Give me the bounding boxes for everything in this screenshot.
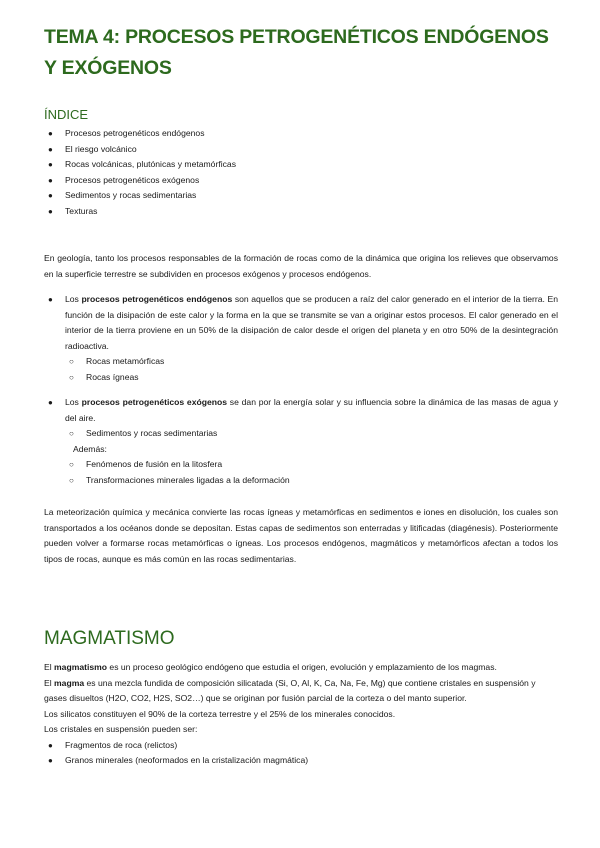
bullet-icon: ● [48,206,53,216]
bullet-icon: ● [48,756,53,765]
list-item: ○ Sedimentos y rocas sedimentarias [65,426,558,442]
bullet-icon: ● [48,191,53,200]
list-item: ● El riesgo volcánico [44,142,236,158]
bullet-icon: ● [48,740,53,750]
circle-bullet-icon: ○ [69,475,74,485]
list-item: ● Los procesos petrogenéticos endógenos son aquellos que se producen a raíz del calor generado en el interior de la tierra. En función de la disipación de este calor y la forma en la que se transmite se van a originar estos procesos. El calor generado en el interior de la tierra proviene en un 50% de la disipación de calor desde el origen del planeta y en otro 50% de la desintegración radioactiva. ○ Rocas metamórficas ○ Rocas ígneas [44,292,558,385]
bullet-icon: ● [48,295,53,304]
exogenos-sublist-2 [65,457,558,488]
circle-bullet-icon: ○ [69,357,74,366]
list-item: ● Texturas [44,204,236,220]
index-heading: ÍNDICE [44,107,89,122]
endogenos-sublist [65,354,558,385]
list-item: ● Los procesos petrogenéticos exógenos se dan por la energía solar y su influencia sobre la dinámica de las masas de agua y del aire. ○ Sedimentos y rocas sedimentarias Además: ○ Fenómenos de fusión en la litosfera ○ Transformaciones minerales ligadas a la deformación [44,395,558,488]
paragraph: El magmatismo es un proceso geológico endógeno que estudia el origen, evolución y emplazamiento de los magmas. [44,662,497,672]
magmatismo-section [44,660,558,769]
bullet-icon: ● [48,398,53,407]
list-item: ● Granos minerales (neoformados en la cristalización magmática) [44,753,558,769]
paragraph: Los silicatos constituyen el 90% de la corteza terrestre y el 25% de los minerales conocidos. [44,708,396,719]
list-item: ● Sedimentos y rocas sedimentarias [44,188,236,204]
circle-bullet-icon: ○ [69,372,74,382]
circle-bullet-icon: ○ [69,460,74,469]
paragraph: Los cristales en suspensión pueden ser: [44,724,198,734]
bullet-icon: ● [48,160,53,169]
exogenos-list [44,395,558,488]
ademas-label: Además: [73,443,107,454]
meteorizacion-paragraph: La meteorización química y mecánica convierte las rocas ígneas y metamórficas en sedimentos e iones en disolución, los cuales son transportados a los océanos donde se depositan. Estas capas de sedimentos son enterradas y litificadas (diagénesis). Posteriormente pueden volver a formarse rocas metamórficas o ígneas. Los procesos endógenos, magmáticos y metamórficos afectan a todos los tipos de rocas, aunque es más común en las rocas sedimentarias. [44,507,558,564]
circle-bullet-icon: ○ [69,429,74,438]
bullet-icon: ● [48,129,53,138]
bullet-icon: ● [48,175,53,185]
list-item: ○ Fenómenos de fusión en la litosfera [65,457,558,473]
list-item: ○ Transformaciones minerales ligadas a la deformación [65,473,558,489]
index-list [44,126,236,219]
list-item: ○ Rocas metamórficas [65,354,558,370]
list-item: ○ Rocas ígneas [65,370,558,386]
paragraph: El magma es una mezcla fundida de composición silicatada (Si, O, Al, K, Ca, Na, Fe, Mg) que contiene cristales en suspensión y gases disueltos (H2O, CO2, H2S, SO2…) que se originan por fusión parcial de la corteza o del manto superior. [44,677,536,703]
bullet-icon: ● [48,144,53,154]
page-title: TEMA 4: PROCESOS PETROGENÉTICOS ENDÓGENOS Y EXÓGENOS [44,26,549,79]
list-item: ● Rocas volcánicas, plutónicas y metamórficas [44,157,236,173]
crystals-list [44,738,558,769]
exogenos-sublist [65,426,558,442]
intro-paragraph: En geología, tanto los procesos responsables de la formación de rocas como de la dinámica que origina los relieves que observamos en la superficie terrestre se subdividen en procesos exógenos y procesos endógenos. [44,253,558,279]
list-item: ● Procesos petrogenéticos endógenos [44,126,236,142]
list-item: ● Procesos petrogenéticos exógenos [44,173,236,189]
endogenos-list [44,292,558,385]
section-heading: MAGMATISMO [44,628,175,649]
list-item: ● Fragmentos de roca (relictos) [44,738,558,754]
